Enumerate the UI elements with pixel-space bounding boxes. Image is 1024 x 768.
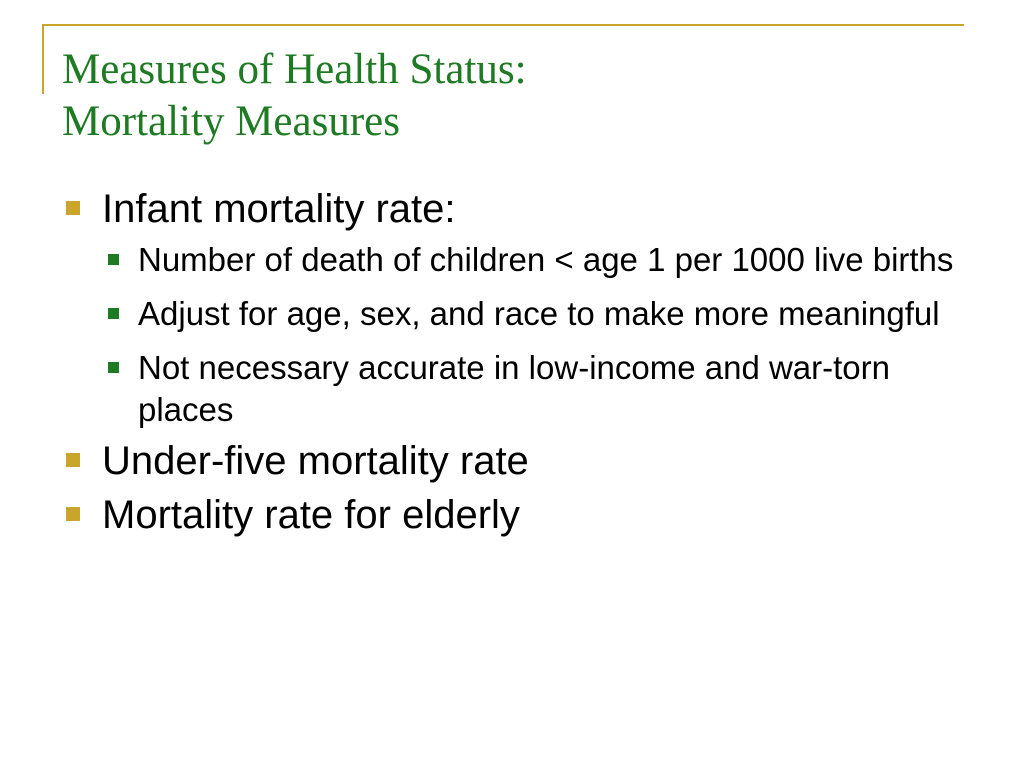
bullet-item: [62, 491, 982, 539]
bullet-text: Under-five mortality rate: [102, 439, 529, 483]
bullet-item: [62, 437, 982, 485]
bullet-text: Infant mortality rate:: [102, 187, 456, 231]
bullet-list: [62, 185, 982, 539]
sub-bullet-item: [102, 347, 958, 431]
square-bullet-icon: [108, 308, 119, 319]
bullet-item: [62, 185, 982, 431]
square-bullet-icon: [66, 453, 80, 467]
frame-top-rule: [42, 24, 964, 26]
square-bullet-icon: [108, 362, 119, 373]
frame-left-rule: [42, 24, 44, 94]
slide-title: [62, 44, 527, 148]
slide-title-line-2: Mortality Measures: [62, 98, 400, 145]
square-bullet-icon: [66, 201, 80, 215]
slide-body: [62, 185, 982, 539]
sub-bullet-item: [102, 239, 958, 281]
square-bullet-icon: [108, 254, 119, 265]
sub-bullet-text: Number of death of children < age 1 per 1000 live births: [138, 241, 954, 278]
sub-bullet-item: [102, 293, 958, 335]
bullet-text: Mortality rate for elderly: [102, 493, 520, 537]
square-bullet-icon: [66, 507, 80, 521]
sub-bullet-list: [102, 239, 982, 431]
sub-bullet-text: Not necessary accurate in low-income and war-torn places: [138, 349, 890, 428]
sub-bullet-text: Adjust for age, sex, and race to make more meaningful: [138, 295, 940, 332]
slide-title-line-1: Measures of Health Status:: [62, 46, 527, 93]
